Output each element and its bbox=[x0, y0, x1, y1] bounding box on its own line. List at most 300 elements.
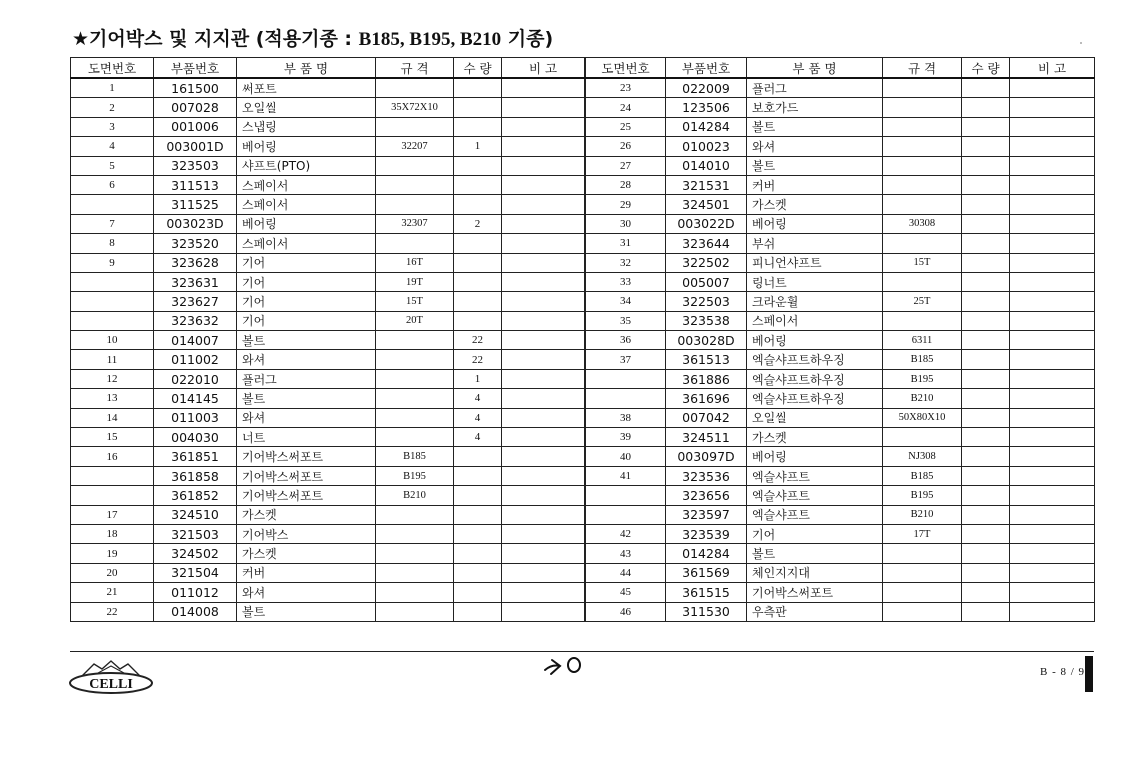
table-row bbox=[586, 117, 1095, 136]
part-no-cell: 161500 bbox=[154, 78, 237, 98]
spec-cell: 16T bbox=[376, 253, 454, 272]
part-name-cell: 엑슬샤프트하우징 bbox=[747, 369, 883, 388]
qty-cell bbox=[962, 137, 1010, 156]
part-name-cell: 가스켓 bbox=[747, 195, 883, 214]
part-no-cell: 004030 bbox=[154, 428, 237, 447]
spec-cell bbox=[883, 137, 962, 156]
spec-cell bbox=[376, 524, 454, 543]
note-cell bbox=[502, 234, 585, 253]
part-no-cell: 361513 bbox=[666, 350, 747, 369]
qty-cell bbox=[454, 175, 502, 194]
note-cell bbox=[1010, 447, 1095, 466]
spec-cell: B195 bbox=[883, 369, 962, 388]
table-row bbox=[71, 524, 585, 543]
note-cell bbox=[502, 583, 585, 602]
title-suffix: 기종) bbox=[501, 28, 554, 50]
spec-cell bbox=[376, 369, 454, 388]
note-cell bbox=[1010, 117, 1095, 136]
part-name-cell: 보호가드 bbox=[747, 98, 883, 117]
spec-cell bbox=[376, 350, 454, 369]
part-no-cell: 311530 bbox=[666, 602, 747, 621]
table-row bbox=[586, 505, 1095, 524]
page-title bbox=[72, 24, 553, 51]
spec-cell bbox=[883, 428, 962, 447]
spec-cell: B195 bbox=[883, 486, 962, 505]
drawing-no-cell: 28 bbox=[586, 175, 666, 194]
qty-cell bbox=[962, 408, 1010, 427]
drawing-no-cell bbox=[71, 195, 154, 214]
qty-cell bbox=[962, 350, 1010, 369]
part-no-cell: 361569 bbox=[666, 563, 747, 582]
drawing-no-cell: 40 bbox=[586, 447, 666, 466]
part-name-cell: 기어 bbox=[237, 253, 376, 272]
qty-cell bbox=[454, 195, 502, 214]
table-row bbox=[586, 583, 1095, 602]
drawing-no-cell: 10 bbox=[71, 331, 154, 350]
part-no-cell: 007028 bbox=[154, 98, 237, 117]
qty-cell: 22 bbox=[454, 350, 502, 369]
table-row bbox=[586, 389, 1095, 408]
spec-cell: 32307 bbox=[376, 214, 454, 233]
qty-cell bbox=[454, 234, 502, 253]
header-qty: 수 량 bbox=[454, 58, 502, 79]
note-cell bbox=[1010, 234, 1095, 253]
spec-cell: 20T bbox=[376, 311, 454, 330]
drawing-no-cell: 21 bbox=[71, 583, 154, 602]
parts-table-left-body bbox=[71, 78, 585, 621]
qty-cell: 4 bbox=[454, 428, 502, 447]
qty-cell: 22 bbox=[454, 331, 502, 350]
part-name-cell: 오일씰 bbox=[747, 408, 883, 427]
qty-cell bbox=[962, 544, 1010, 563]
qty-cell bbox=[454, 524, 502, 543]
handwritten-signature bbox=[542, 654, 588, 680]
spec-cell bbox=[883, 156, 962, 175]
part-name-cell: 기어박스 bbox=[237, 524, 376, 543]
note-cell bbox=[1010, 195, 1095, 214]
table-row bbox=[586, 78, 1095, 98]
part-name-cell: 우측판 bbox=[747, 602, 883, 621]
drawing-no-cell: 46 bbox=[586, 602, 666, 621]
part-name-cell: 스페이서 bbox=[237, 234, 376, 253]
table-row bbox=[586, 350, 1095, 369]
note-cell bbox=[1010, 408, 1095, 427]
note-cell bbox=[1010, 428, 1095, 447]
drawing-no-cell: 39 bbox=[586, 428, 666, 447]
qty-cell bbox=[962, 98, 1010, 117]
spec-cell: B210 bbox=[883, 389, 962, 408]
spec-cell bbox=[376, 117, 454, 136]
part-name-cell: 피니언샤프트 bbox=[747, 253, 883, 272]
qty-cell bbox=[962, 331, 1010, 350]
table-header-row bbox=[586, 58, 1095, 79]
drawing-no-cell bbox=[586, 486, 666, 505]
qty-cell bbox=[962, 311, 1010, 330]
part-no-cell: 003022D bbox=[666, 214, 747, 233]
table-row bbox=[586, 234, 1095, 253]
table-row bbox=[586, 602, 1095, 621]
part-no-cell: 324502 bbox=[154, 544, 237, 563]
spec-cell bbox=[883, 117, 962, 136]
drawing-no-cell: 4 bbox=[71, 137, 154, 156]
table-row bbox=[586, 175, 1095, 194]
drawing-no-cell: 31 bbox=[586, 234, 666, 253]
part-no-cell: 014145 bbox=[154, 389, 237, 408]
spec-cell bbox=[883, 195, 962, 214]
header-drawing-no: 도면번호 bbox=[71, 58, 154, 79]
spec-cell: 30308 bbox=[883, 214, 962, 233]
qty-cell bbox=[962, 292, 1010, 311]
drawing-no-cell: 2 bbox=[71, 98, 154, 117]
part-no-cell: 323538 bbox=[666, 311, 747, 330]
table-row bbox=[71, 583, 585, 602]
drawing-no-cell bbox=[71, 466, 154, 485]
drawing-no-cell: 37 bbox=[586, 350, 666, 369]
drawing-no-cell: 18 bbox=[71, 524, 154, 543]
drawing-no-cell: 29 bbox=[586, 195, 666, 214]
qty-cell bbox=[962, 447, 1010, 466]
note-cell bbox=[502, 544, 585, 563]
qty-cell bbox=[962, 524, 1010, 543]
part-name-cell: 커버 bbox=[237, 563, 376, 582]
note-cell bbox=[502, 408, 585, 427]
part-name-cell: 엑슬샤프트하우징 bbox=[747, 389, 883, 408]
note-cell bbox=[502, 175, 585, 194]
drawing-no-cell: 35 bbox=[586, 311, 666, 330]
part-name-cell: 크라운휠 bbox=[747, 292, 883, 311]
spec-cell: 25T bbox=[883, 292, 962, 311]
drawing-no-cell: 14 bbox=[71, 408, 154, 427]
qty-cell bbox=[454, 156, 502, 175]
table-row bbox=[586, 428, 1095, 447]
part-no-cell: 361515 bbox=[666, 583, 747, 602]
table-row bbox=[71, 447, 585, 466]
spec-cell bbox=[883, 311, 962, 330]
qty-cell bbox=[962, 175, 1010, 194]
table-row bbox=[586, 156, 1095, 175]
qty-cell bbox=[962, 583, 1010, 602]
part-name-cell: 부쉬 bbox=[747, 234, 883, 253]
note-cell bbox=[502, 78, 585, 98]
drawing-no-cell: 30 bbox=[586, 214, 666, 233]
note-cell bbox=[1010, 311, 1095, 330]
part-name-cell: 와셔 bbox=[747, 137, 883, 156]
drawing-no-cell: 11 bbox=[71, 350, 154, 369]
table-row bbox=[71, 292, 585, 311]
part-name-cell: 너트 bbox=[237, 428, 376, 447]
part-name-cell: 엑슬샤프트하우징 bbox=[747, 350, 883, 369]
spec-cell bbox=[376, 331, 454, 350]
table-row bbox=[71, 156, 585, 175]
note-cell bbox=[1010, 466, 1095, 485]
note-cell bbox=[502, 272, 585, 291]
note-cell bbox=[1010, 486, 1095, 505]
drawing-no-cell bbox=[586, 389, 666, 408]
qty-cell bbox=[454, 311, 502, 330]
part-no-cell: 005007 bbox=[666, 272, 747, 291]
part-no-cell: 324510 bbox=[154, 505, 237, 524]
part-no-cell: 323536 bbox=[666, 466, 747, 485]
qty-cell bbox=[454, 563, 502, 582]
note-cell bbox=[502, 466, 585, 485]
spec-cell bbox=[883, 234, 962, 253]
drawing-no-cell: 7 bbox=[71, 214, 154, 233]
scan-speck bbox=[1080, 42, 1082, 44]
drawing-no-cell: 43 bbox=[586, 544, 666, 563]
header-part-no: 부품번호 bbox=[666, 58, 747, 79]
part-name-cell: 기어 bbox=[747, 524, 883, 543]
qty-cell bbox=[454, 292, 502, 311]
part-name-cell: 스페이서 bbox=[237, 175, 376, 194]
part-name-cell: 샤프트(PTO) bbox=[237, 156, 376, 175]
note-cell bbox=[1010, 389, 1095, 408]
part-name-cell: 기어박스써포트 bbox=[237, 466, 376, 485]
spec-cell bbox=[376, 602, 454, 621]
spec-cell bbox=[883, 544, 962, 563]
spec-cell bbox=[883, 175, 962, 194]
spec-cell bbox=[376, 78, 454, 98]
drawing-no-cell: 22 bbox=[71, 602, 154, 621]
part-name-cell: 베어링 bbox=[747, 331, 883, 350]
note-cell bbox=[1010, 214, 1095, 233]
page-marker-bar bbox=[1085, 656, 1093, 692]
note-cell bbox=[502, 214, 585, 233]
table-row bbox=[586, 253, 1095, 272]
spec-cell: 32207 bbox=[376, 137, 454, 156]
header-note: 비 고 bbox=[502, 58, 585, 79]
qty-cell bbox=[962, 272, 1010, 291]
part-no-cell: 123506 bbox=[666, 98, 747, 117]
part-no-cell: 007042 bbox=[666, 408, 747, 427]
note-cell bbox=[1010, 563, 1095, 582]
qty-cell bbox=[962, 602, 1010, 621]
spec-cell: B195 bbox=[376, 466, 454, 485]
table-row bbox=[586, 331, 1095, 350]
part-name-cell: 가스켓 bbox=[747, 428, 883, 447]
spec-cell: 35X72X10 bbox=[376, 98, 454, 117]
table-row bbox=[71, 234, 585, 253]
spec-cell bbox=[376, 195, 454, 214]
celli-logo bbox=[68, 656, 154, 694]
part-no-cell: 014284 bbox=[666, 117, 747, 136]
spec-cell bbox=[376, 389, 454, 408]
part-name-cell: 플러그 bbox=[237, 369, 376, 388]
qty-cell: 2 bbox=[454, 214, 502, 233]
drawing-no-cell: 6 bbox=[71, 175, 154, 194]
part-name-cell: 볼트 bbox=[747, 544, 883, 563]
table-row bbox=[71, 272, 585, 291]
part-no-cell: 321531 bbox=[666, 175, 747, 194]
part-no-cell: 022010 bbox=[154, 369, 237, 388]
spec-cell: NJ308 bbox=[883, 447, 962, 466]
table-row bbox=[71, 602, 585, 621]
part-name-cell: 스냅링 bbox=[237, 117, 376, 136]
spec-cell bbox=[376, 563, 454, 582]
qty-cell bbox=[454, 486, 502, 505]
qty-cell bbox=[454, 583, 502, 602]
drawing-no-cell bbox=[586, 369, 666, 388]
spec-cell bbox=[376, 583, 454, 602]
note-cell bbox=[502, 447, 585, 466]
title-prefix: ★기어박스 및 지지관 (적용기종 : bbox=[72, 28, 359, 50]
qty-cell bbox=[454, 544, 502, 563]
note-cell bbox=[502, 253, 585, 272]
spec-cell: 17T bbox=[883, 524, 962, 543]
table-row bbox=[586, 544, 1095, 563]
part-name-cell: 가스켓 bbox=[237, 544, 376, 563]
spec-cell bbox=[376, 408, 454, 427]
note-cell bbox=[1010, 137, 1095, 156]
part-name-cell: 기어 bbox=[237, 272, 376, 291]
part-name-cell: 와셔 bbox=[237, 583, 376, 602]
part-name-cell: 링너트 bbox=[747, 272, 883, 291]
drawing-no-cell: 13 bbox=[71, 389, 154, 408]
table-row bbox=[586, 524, 1095, 543]
part-no-cell: 003023D bbox=[154, 214, 237, 233]
note-cell bbox=[502, 195, 585, 214]
drawing-no-cell: 36 bbox=[586, 331, 666, 350]
table-row bbox=[71, 78, 585, 98]
part-name-cell: 베어링 bbox=[237, 214, 376, 233]
part-no-cell: 323631 bbox=[154, 272, 237, 291]
table-row bbox=[586, 195, 1095, 214]
note-cell bbox=[1010, 369, 1095, 388]
table-row bbox=[71, 311, 585, 330]
part-no-cell: 003028D bbox=[666, 331, 747, 350]
spec-cell bbox=[376, 234, 454, 253]
note-cell bbox=[1010, 175, 1095, 194]
spec-cell: B185 bbox=[883, 466, 962, 485]
part-no-cell: 323520 bbox=[154, 234, 237, 253]
part-name-cell: 볼트 bbox=[237, 602, 376, 621]
spec-cell bbox=[883, 563, 962, 582]
table-row bbox=[71, 369, 585, 388]
part-no-cell: 323632 bbox=[154, 311, 237, 330]
drawing-no-cell: 26 bbox=[586, 137, 666, 156]
qty-cell bbox=[454, 447, 502, 466]
part-name-cell: 기어 bbox=[237, 292, 376, 311]
note-cell bbox=[1010, 583, 1095, 602]
parts-table-left bbox=[70, 57, 585, 622]
spec-cell: 50X80X10 bbox=[883, 408, 962, 427]
spec-cell: B210 bbox=[376, 486, 454, 505]
note-cell bbox=[1010, 331, 1095, 350]
qty-cell bbox=[962, 486, 1010, 505]
header-spec: 규 격 bbox=[376, 58, 454, 79]
qty-cell: 4 bbox=[454, 389, 502, 408]
spec-cell: 19T bbox=[376, 272, 454, 291]
spec-cell bbox=[376, 428, 454, 447]
table-row bbox=[71, 428, 585, 447]
drawing-no-cell bbox=[71, 486, 154, 505]
table-row bbox=[71, 505, 585, 524]
drawing-no-cell: 12 bbox=[71, 369, 154, 388]
spec-cell bbox=[376, 175, 454, 194]
table-row bbox=[586, 466, 1095, 485]
part-no-cell: 014284 bbox=[666, 544, 747, 563]
drawing-no-cell: 24 bbox=[586, 98, 666, 117]
part-no-cell: 010023 bbox=[666, 137, 747, 156]
drawing-no-cell: 45 bbox=[586, 583, 666, 602]
part-no-cell: 322503 bbox=[666, 292, 747, 311]
part-no-cell: 014008 bbox=[154, 602, 237, 621]
part-name-cell: 스페이서 bbox=[237, 195, 376, 214]
part-name-cell: 엑슬샤프트 bbox=[747, 466, 883, 485]
note-cell bbox=[502, 563, 585, 582]
drawing-no-cell bbox=[71, 311, 154, 330]
spec-cell: 15T bbox=[376, 292, 454, 311]
drawing-no-cell: 3 bbox=[71, 117, 154, 136]
drawing-no-cell: 15 bbox=[71, 428, 154, 447]
part-no-cell: 361851 bbox=[154, 447, 237, 466]
table-row bbox=[71, 195, 585, 214]
spec-cell bbox=[376, 544, 454, 563]
table-row bbox=[71, 486, 585, 505]
table-row bbox=[586, 486, 1095, 505]
part-no-cell: 003001D bbox=[154, 137, 237, 156]
drawing-no-cell: 23 bbox=[586, 78, 666, 98]
note-cell bbox=[502, 428, 585, 447]
drawing-no-cell: 44 bbox=[586, 563, 666, 582]
spec-cell bbox=[883, 98, 962, 117]
table-row bbox=[71, 563, 585, 582]
drawing-no-cell: 20 bbox=[71, 563, 154, 582]
note-cell bbox=[1010, 544, 1095, 563]
qty-cell bbox=[962, 389, 1010, 408]
drawing-no-cell: 41 bbox=[586, 466, 666, 485]
qty-cell bbox=[962, 428, 1010, 447]
note-cell bbox=[502, 524, 585, 543]
note-cell bbox=[1010, 350, 1095, 369]
note-cell bbox=[1010, 78, 1095, 98]
part-no-cell: 361852 bbox=[154, 486, 237, 505]
table-row bbox=[71, 389, 585, 408]
note-cell bbox=[502, 602, 585, 621]
note-cell bbox=[502, 156, 585, 175]
spec-cell bbox=[376, 505, 454, 524]
part-no-cell: 003097D bbox=[666, 447, 747, 466]
spec-cell bbox=[883, 602, 962, 621]
qty-cell: 1 bbox=[454, 369, 502, 388]
part-name-cell: 커버 bbox=[747, 175, 883, 194]
spec-cell: 6311 bbox=[883, 331, 962, 350]
table-row bbox=[71, 117, 585, 136]
part-no-cell: 324501 bbox=[666, 195, 747, 214]
qty-cell bbox=[454, 602, 502, 621]
table-row bbox=[71, 175, 585, 194]
qty-cell bbox=[454, 466, 502, 485]
drawing-no-cell: 32 bbox=[586, 253, 666, 272]
drawing-no-cell bbox=[71, 292, 154, 311]
part-name-cell: 엑슬샤프트 bbox=[747, 486, 883, 505]
table-row bbox=[586, 214, 1095, 233]
part-name-cell: 기어 bbox=[237, 311, 376, 330]
table-row bbox=[71, 98, 585, 117]
part-name-cell: 엑슬샤프트 bbox=[747, 505, 883, 524]
part-name-cell: 베어링 bbox=[747, 447, 883, 466]
page-number: B - 8 / 9 bbox=[1040, 666, 1086, 678]
note-cell bbox=[502, 486, 585, 505]
note-cell bbox=[502, 350, 585, 369]
drawing-no-cell: 8 bbox=[71, 234, 154, 253]
header-spec: 규 격 bbox=[883, 58, 962, 79]
part-name-cell: 써포트 bbox=[237, 78, 376, 98]
part-name-cell: 베어링 bbox=[237, 137, 376, 156]
spec-cell bbox=[883, 78, 962, 98]
qty-cell: 4 bbox=[454, 408, 502, 427]
note-cell bbox=[1010, 524, 1095, 543]
header-qty: 수 량 bbox=[962, 58, 1010, 79]
